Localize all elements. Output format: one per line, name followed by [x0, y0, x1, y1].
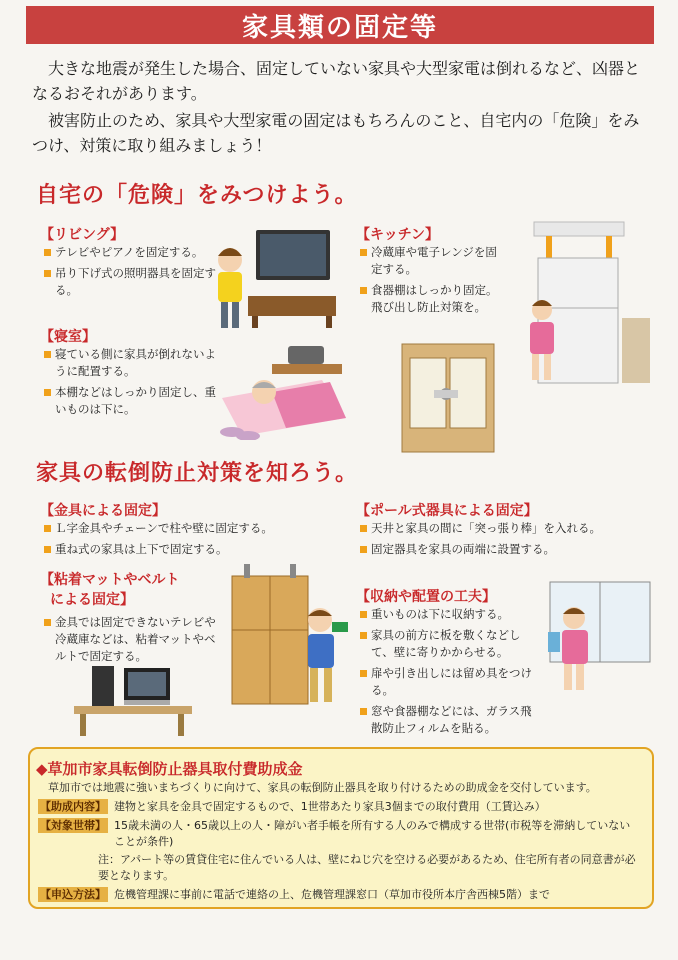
list-item: 重ね式の家具は上下で固定する。: [44, 541, 314, 558]
subsidy-lead: 草加市では地震に強いまちづくりに向けて、家具の転倒防止器具を取り付けるための助成金を交付しています。: [48, 781, 597, 794]
section-heading-prevent-falling: 家具の転倒防止対策を知ろう。: [36, 461, 359, 486]
content-label: 【助成内容】: [40, 800, 106, 813]
page-title: 家具類の固定等: [241, 12, 438, 43]
list-item: 吊り下げ式の照明器具を固定する。: [44, 265, 224, 299]
intro-text: [32, 56, 652, 160]
category-bedroom: 【寝室】: [40, 329, 96, 345]
list-item: 冷蔵庫や電子レンジを固定する。: [360, 244, 505, 278]
bullet-icon: [360, 249, 367, 256]
bullet-icon: [44, 546, 51, 553]
bullet-icon: [360, 708, 367, 715]
kitchen-list: [360, 244, 505, 320]
category-living: 【リビング】: [40, 227, 125, 243]
list-item: 窓や食器棚などには、ガラス飛散防止フィルムを貼る。: [360, 703, 538, 737]
cabinet-latch-illustration: [396, 338, 500, 456]
subsidy-body: [38, 780, 638, 903]
bullet-icon: [360, 632, 367, 639]
subsidy-apply-row: [38, 887, 638, 903]
storage-list: [360, 606, 538, 741]
subsidy-title: ◆草加市家具転倒防止器具取付費助成金: [36, 760, 303, 778]
bullet-icon: [360, 670, 367, 677]
bullet-icon: [360, 611, 367, 618]
pole-list: [360, 520, 608, 562]
tv-child-illustration: [208, 222, 338, 340]
subsidy-note: 注：アパート等の賃貸住宅に住んでいる人は、壁にねじ穴を空ける必要があるため、住宅所有者の同意書が必要となります。: [98, 853, 636, 882]
bullet-icon: [44, 619, 51, 626]
target-label: 【対象世帯】: [40, 819, 106, 832]
apply-label: 【申込方法】: [40, 888, 106, 901]
bullet-icon: [44, 249, 51, 256]
list-item: 寝ている側に家具が倒れないように配置する。: [44, 346, 224, 380]
intro-paragraph-1: 大きな地震が発生した場合、固定していない家具や大型家電は倒れるなど、凶器となるおそれがあります。: [32, 59, 641, 103]
category-storage: 【収納や配置の工夫】: [356, 589, 496, 605]
bedroom-list: [44, 346, 224, 422]
living-list: [44, 244, 224, 303]
list-item: 家具の前方に板を敷くなどして、壁に寄りかからせる。: [360, 627, 538, 661]
wardrobe-man-illustration: [224, 560, 354, 710]
apply-text: 危機管理課に事前に電話で連絡の上、危機管理課窓口（草加市役所本庁舎西棟5階）まで: [114, 888, 550, 901]
bullet-icon: [44, 270, 51, 277]
category-mat-line1: 【粘着マットやベルト: [40, 572, 180, 588]
window-woman-illustration: [544, 578, 654, 693]
computer-desk-illustration: [70, 662, 196, 738]
subsidy-target-row: [38, 818, 638, 850]
refrigerator-girl-illustration: [510, 218, 650, 388]
bullet-icon: [360, 546, 367, 553]
category-metal: 【金具による固定】: [40, 503, 166, 519]
section-heading-find-danger: 自宅の「危険」をみつけよう。: [36, 183, 358, 208]
category-pole: 【ポール式器具による固定】: [356, 503, 538, 519]
list-item: 天井と家具の間に「突っ張り棒」を入れる。: [360, 520, 608, 537]
category-mat: [40, 570, 179, 610]
bullet-icon: [44, 389, 51, 396]
list-item: 食器棚はしっかり固定。飛び出し防止対策を。: [360, 282, 505, 316]
list-item: Ｌ字金具やチェーンで柱や壁に固定する。: [44, 520, 314, 537]
metal-list: [44, 520, 314, 562]
content-text: 建物と家具を金具で固定するもので、1世帯あたり家具3個までの取付費用（工賃込み）: [114, 800, 546, 813]
subsidy-content-row: [38, 799, 638, 815]
list-item: 本棚などはしっかり固定し、重いものは下に。: [44, 384, 224, 418]
category-kitchen: 【キッチン】: [356, 227, 440, 243]
list-item: 金具では固定できないテレビや冷蔵庫などは、粘着マットやベルトで固定する。: [44, 614, 220, 665]
bullet-icon: [360, 525, 367, 532]
list-item: 扉や引き出しには留め具をつける。: [360, 665, 538, 699]
title-banner: [26, 6, 654, 44]
bullet-icon: [44, 351, 51, 358]
list-item: 重いものは下に収納する。: [360, 606, 538, 623]
target-text: 15歳未満の人・65歳以上の人・障がい者手帳を所有する人のみで構成する世帯(市税等を滞納していないことが条件): [114, 819, 631, 848]
category-mat-line2: による固定】: [50, 592, 134, 608]
list-item: 固定器具を家具の両端に設置する。: [360, 541, 608, 558]
list-item: テレビやピアノを固定する。: [44, 244, 224, 261]
intro-paragraph-2: 被害防止のため、家具や大型家電の固定はもちろんのこと、自宅内の「危険」をみつけ、対策に取り組みましょう！: [32, 111, 640, 155]
bullet-icon: [360, 287, 367, 294]
bullet-icon: [44, 525, 51, 532]
mat-list: [44, 614, 220, 669]
sleeping-person-illustration: [212, 340, 352, 440]
